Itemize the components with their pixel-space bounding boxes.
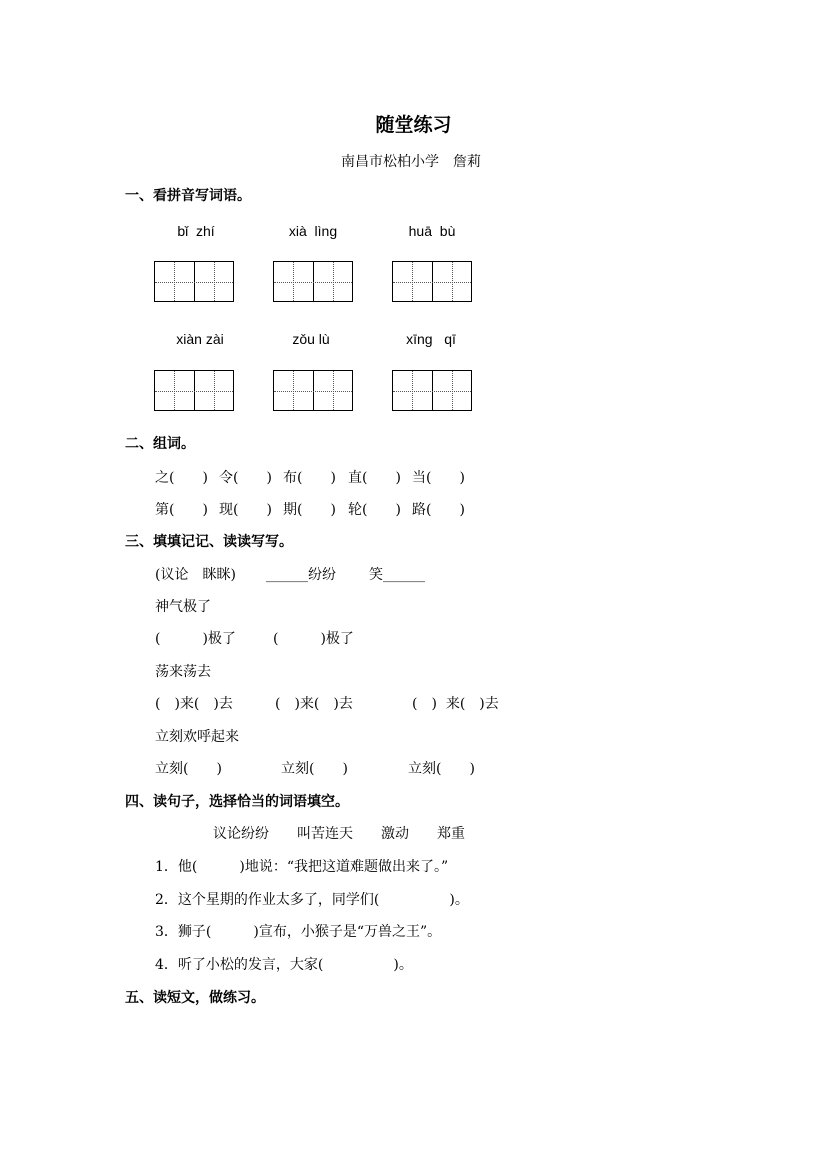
fill-item-laiqu-2: ( )来( )去	[275, 696, 353, 712]
writing-grid-3[interactable]	[392, 261, 472, 302]
group-word-6: 第( )	[155, 502, 208, 518]
section-2-heading: 二、组词。	[125, 436, 195, 452]
fill-item-jile-2: ( )极了	[273, 631, 354, 647]
group-word-4: 直( )	[348, 470, 401, 486]
pinyin-2: xià lìng	[288, 223, 338, 239]
question-3: 3．狮子( )宣布，小猴子是“万兽之王”。	[155, 924, 442, 940]
writing-grid-5[interactable]	[273, 370, 353, 411]
fill-item-laiqu-1: ( )来( )去	[155, 696, 233, 712]
group-word-7: 现( )	[219, 502, 272, 518]
section-4-heading: 四、读句子，选择恰当的词语填空。	[125, 794, 349, 810]
author-line: 南昌市松柏小学 詹莉	[341, 154, 481, 170]
pinyin-4: xiàn zài	[176, 331, 224, 347]
fill-item-jile-1: ( )极了	[155, 631, 236, 647]
fill-hint: (议论 眯眯)	[155, 567, 236, 583]
writing-grid-1[interactable]	[154, 261, 234, 302]
group-word-3: 布( )	[283, 470, 336, 486]
pinyin-6: xīng qī	[406, 331, 456, 347]
fill-item-like-2: 立刻( )	[281, 761, 348, 777]
group-word-8: 期( )	[283, 502, 336, 518]
fill-blank-fenfen: ______纷纷	[266, 567, 336, 583]
pinyin-3: huā bù	[408, 223, 456, 239]
group-word-1: 之( )	[155, 470, 208, 486]
fill-example-3: 立刻欢呼起来	[155, 729, 239, 745]
pinyin-1: bǐ zhí	[177, 223, 215, 239]
pinyin-5: zǒu lù	[292, 331, 330, 347]
question-4: 4．听了小松的发言，大家( )。	[155, 957, 413, 973]
group-word-10: 路( )	[412, 502, 465, 518]
fill-item-laiqu-3: ( ) 来( )去	[412, 696, 499, 712]
section-5-heading: 五、读短文，做练习。	[125, 990, 265, 1006]
fill-blank-xiao: 笑______	[369, 567, 425, 583]
writing-grid-6[interactable]	[392, 370, 472, 411]
fill-example-2: 荡来荡去	[155, 664, 211, 680]
question-2: 2．这个星期的作业太多了，同学们( )。	[155, 892, 469, 908]
group-word-9: 轮( )	[348, 502, 401, 518]
group-word-5: 当( )	[412, 470, 465, 486]
page-title: 随堂练习	[375, 114, 452, 136]
group-word-2: 令( )	[219, 470, 272, 486]
question-1: 1．他( )地说：“我把这道难题做出来了。”	[155, 859, 449, 875]
word-options: 议论纷纷 叫苦连天 激动 郑重	[213, 826, 465, 842]
section-1-heading: 一、看拼音写词语。	[125, 188, 251, 204]
writing-grid-4[interactable]	[154, 370, 234, 411]
fill-item-like-3: 立刻( )	[408, 761, 475, 777]
fill-item-like-1: 立刻( )	[155, 761, 222, 777]
writing-grid-2[interactable]	[273, 261, 353, 302]
fill-example-1: 神气极了	[155, 599, 211, 615]
section-3-heading: 三、填填记记、读读写写。	[125, 534, 293, 550]
